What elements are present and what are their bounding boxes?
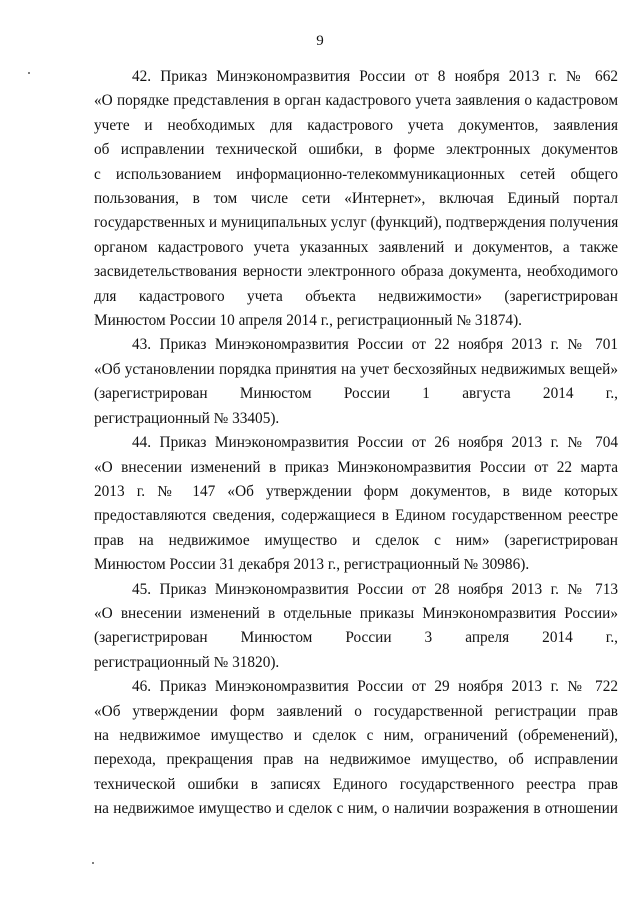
item-heading-line: 43. Приказ Минэкономразвития России от 22 ноября 2013 г. № 701 (132, 336, 618, 354)
scan-speck (28, 72, 30, 74)
scan-speck (92, 862, 94, 864)
item-text-line: на недвижимое имущество и сделок с ним, о наличии возражения в отношении (94, 800, 618, 818)
list-item (94, 675, 618, 821)
item-text-line: засвидетельствования верности электронного образа документа, необходимого (94, 263, 618, 281)
item-heading-line: 42. Приказ Минэкономразвития России от 8 ноября 2013 г. № 662 (132, 68, 618, 85)
item-text-line: «Об установлении порядка принятия на учет бесхозяйных недвижимых вещей» (94, 360, 618, 378)
item-text-line: пользования, в том числе сети «Интернет», включая Единый портал (94, 190, 618, 208)
item-text-line: об исправлении технической ошибки, в форме электронных документов (94, 141, 618, 159)
item-text-line: «О порядке представления в орган кадастрового учета заявления о кадастровом (94, 92, 618, 110)
item-text-line: учете и необходимых для кадастрового учета документов, заявления (94, 116, 618, 134)
item-text-line: технической ошибки в записях Единого государственного реестра прав (94, 775, 618, 793)
item-text-line: регистрационный № 31820). (94, 653, 280, 671)
item-text-line: «Об утверждении форм заявлений о государственной регистрации прав (94, 702, 618, 720)
item-text-line: 2013 г. № 147 «Об утверждении форм документов, в виде которых (94, 482, 618, 500)
item-text-line: перехода, прекращения прав на недвижимое имущество, об исправлении (94, 751, 618, 769)
item-heading-line: 46. Приказ Минэкономразвития России от 29 ноября 2013 г. № 722 (132, 678, 618, 696)
item-text-line: на недвижимое имущество и сделок с ним, ограничений (обременений), (94, 726, 618, 744)
item-text-line: Минюстом России 10 апреля 2014 г., регистрационный № 31874). (94, 312, 522, 330)
item-text-line: органом кадастрового учета указанных заявлений и документов, а также (94, 238, 618, 256)
list-item (94, 333, 618, 431)
list-item (94, 578, 618, 676)
item-text-line: для кадастрового учета объекта недвижимости» (зарегистрирован (94, 287, 618, 305)
document-body (94, 65, 618, 822)
item-text-line: предоставляются сведения, содержащиеся в Едином государственном реестре (94, 507, 618, 525)
item-text-line: «О внесении изменений в приказ Минэкономразвития России от 22 марта (94, 458, 618, 476)
item-text-line: прав на недвижимое имущество и сделок с ним» (зарегистрирован (94, 531, 618, 549)
item-text-line: (зарегистрирован Минюстом России 1 августа 2014 г., (94, 385, 618, 403)
item-text-line: «О внесении изменений в отдельные приказы Минэкономразвития России» (94, 604, 618, 622)
item-text-line: (зарегистрирован Минюстом России 3 апреля 2014 г., (94, 629, 618, 647)
list-item (94, 65, 618, 333)
page-number: 9 (316, 33, 324, 49)
item-text-line: с использованием информационно-телекоммуникационных сетей общего (94, 165, 618, 183)
item-text-line: государственных и муниципальных услуг (функций), подтверждения получения (94, 214, 619, 232)
item-heading-line: 45. Приказ Минэкономразвития России от 28 ноября 2013 г. № 713 (132, 580, 618, 598)
list-item (94, 431, 618, 577)
item-text-line: Минюстом России 31 декабря 2013 г., регистрационный № 30986). (94, 556, 530, 574)
item-heading-line: 44. Приказ Минэкономразвития России от 26 ноября 2013 г. № 704 (132, 434, 618, 452)
item-text-line: регистрационный № 33405). (94, 409, 280, 427)
